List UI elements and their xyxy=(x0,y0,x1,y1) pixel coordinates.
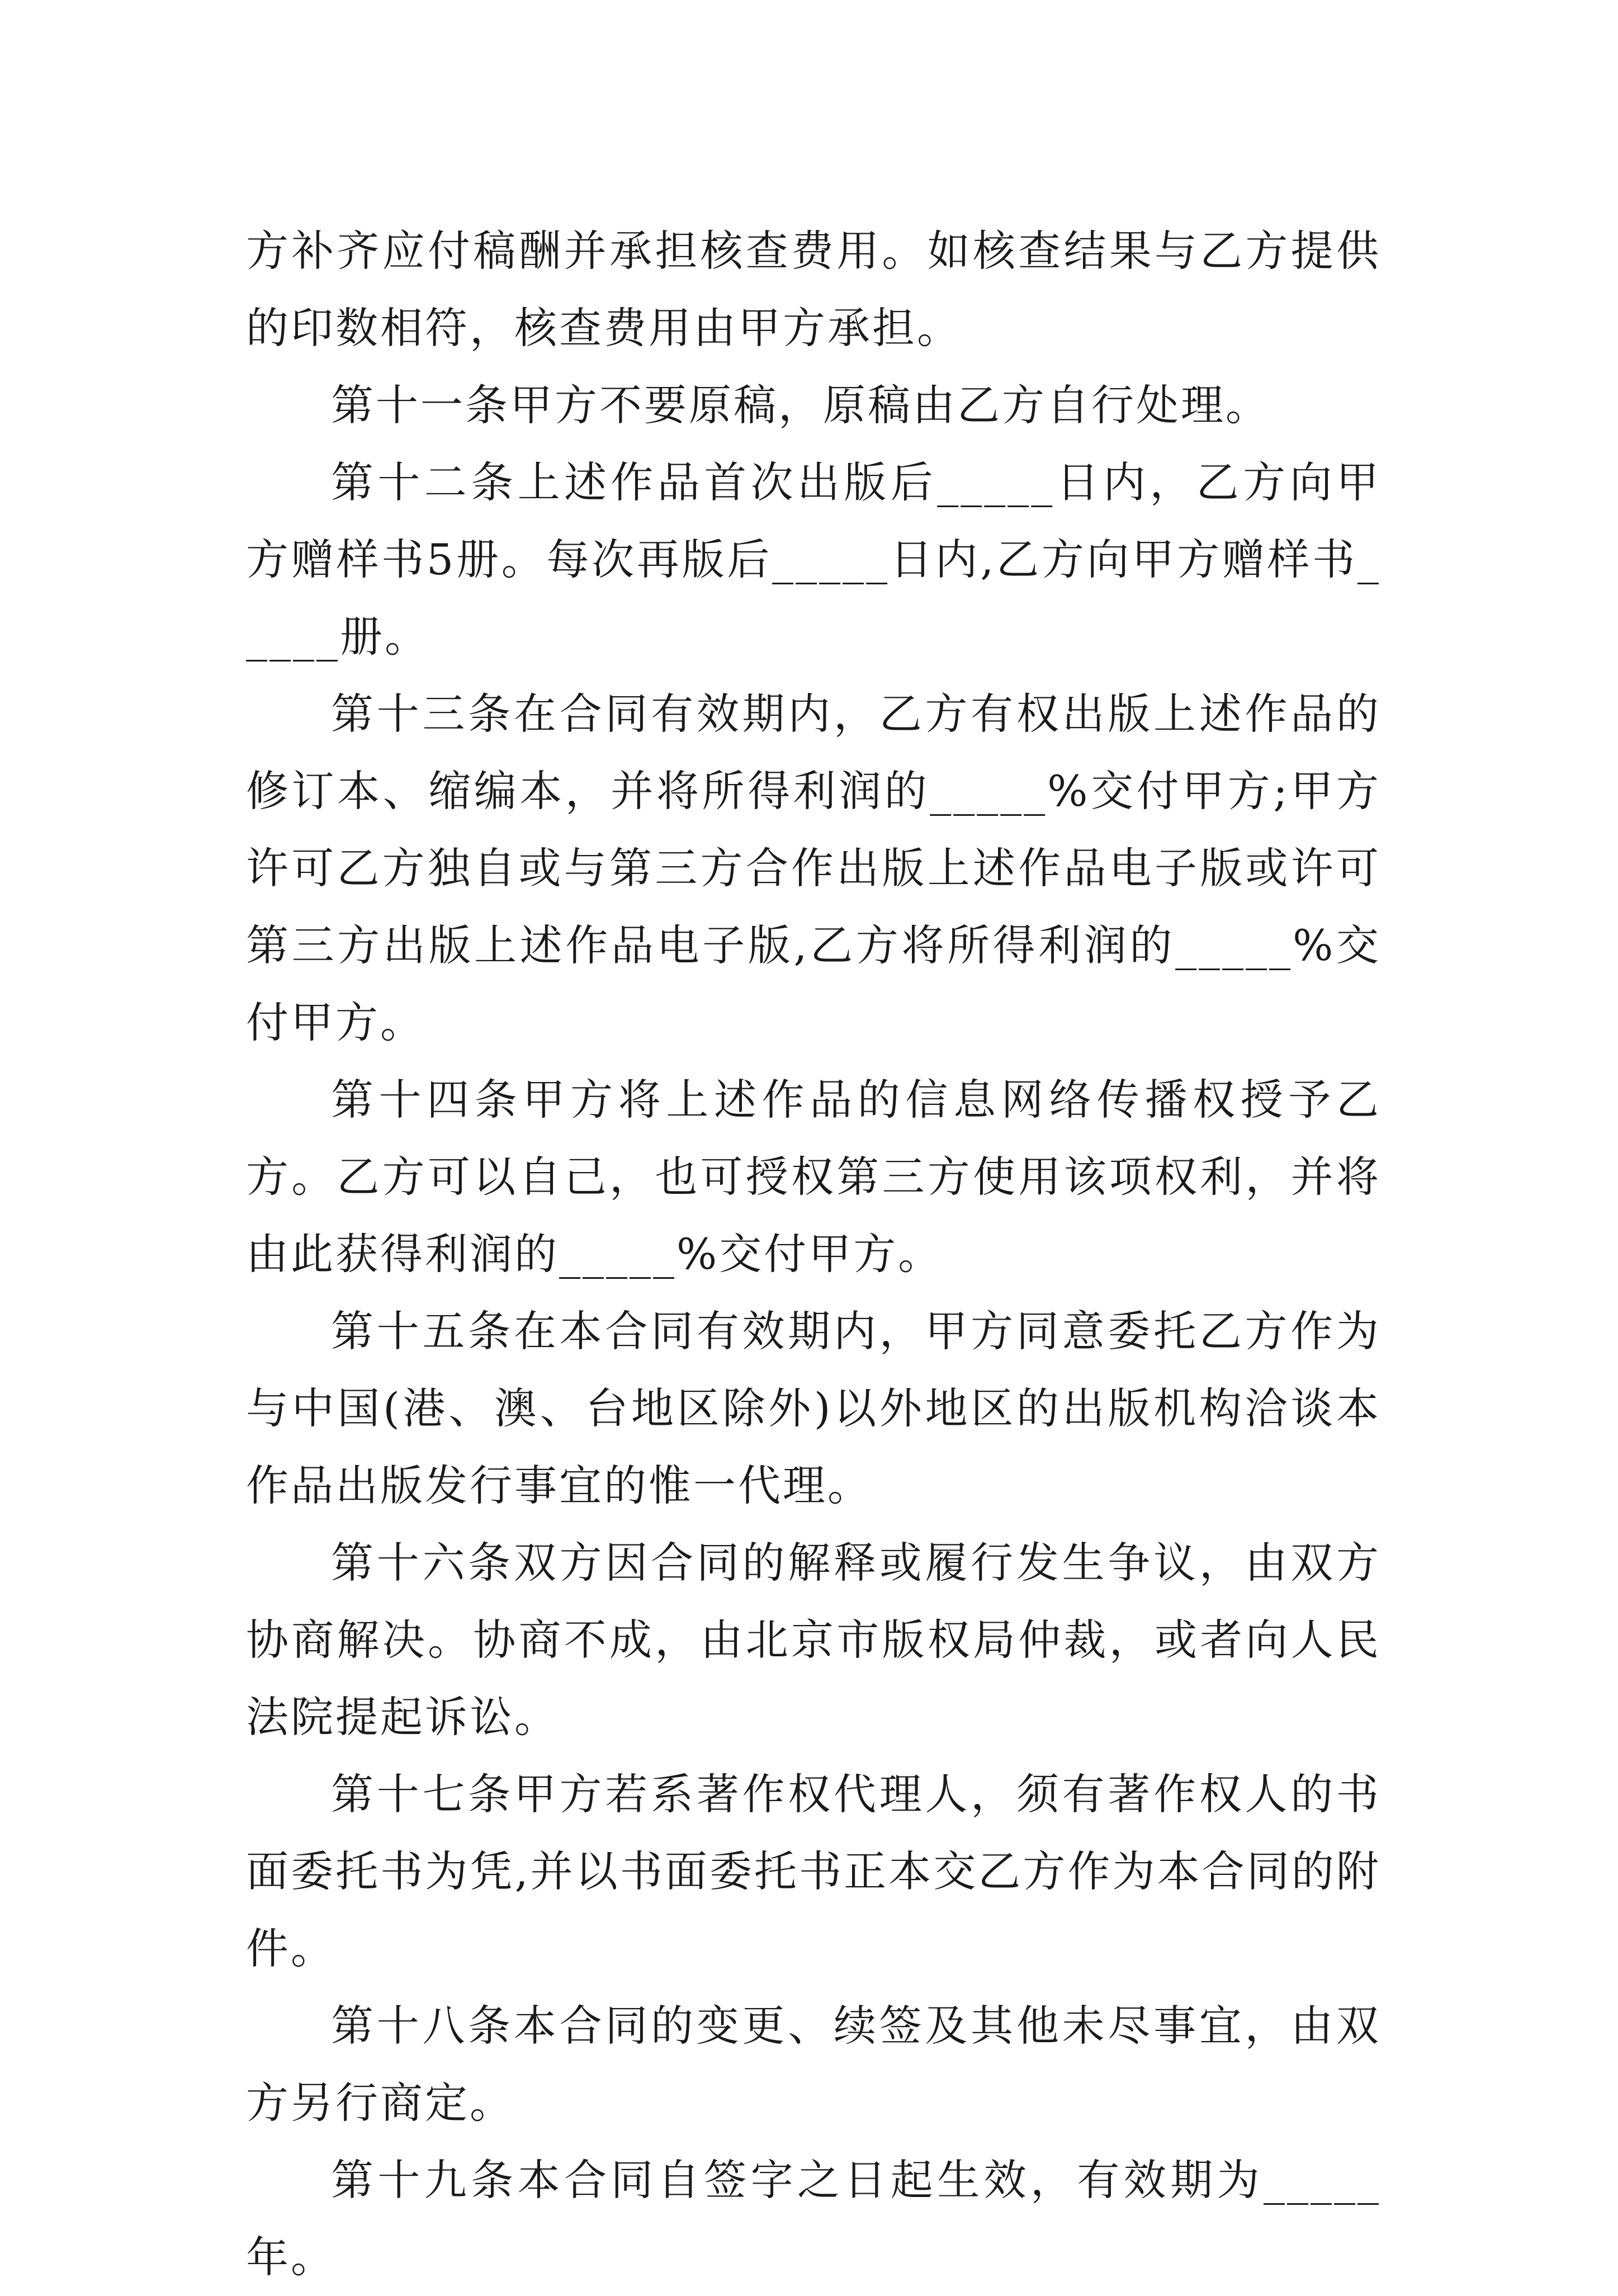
article-19: 第十九条本合同自签字之日起生效，有效期为_____年。 xyxy=(246,2155,1381,2282)
paragraph-continued: 方补齐应付稿酬并承担核查费用。如核查结果与乙方提供的印数相符，核查费用由甲方承担。 xyxy=(246,226,1381,353)
article-14: 第十四条甲方将上述作品的信息网络传播权授予乙方。乙方可以自己，也可授权第三方使用该项权利，并将由此获得利润的_____%交付甲方。 xyxy=(246,1075,1381,1279)
document-body xyxy=(246,212,1381,2296)
article-17: 第十七条甲方若系著作权代理人，须有著作权人的书面委托书为凭,并以书面委托书正本交乙方作为本合同的附件。 xyxy=(246,1769,1381,1973)
article-18: 第十八条本合同的变更、续签及其他未尽事宜，由双方另行商定。 xyxy=(246,2001,1381,2128)
article-15: 第十五条在本合同有效期内，甲方同意委托乙方作为与中国(港、澳、台地区除外)以外地区的出版机构洽谈本作品出版发行事宜的惟一代理。 xyxy=(246,1306,1381,1510)
article-13: 第十三条在合同有效期内，乙方有权出版上述作品的修订本、缩编本，并将所得利润的_____%交付甲方;甲方许可乙方独自或与第三方合作出版上述作品电子版或许可第三方出版上述作品电子版,乙方将所得利润的_____%交付甲方。 xyxy=(246,689,1381,1047)
article-11: 第十一条甲方不要原稿，原稿由乙方自行处理。 xyxy=(331,380,1270,430)
article-16: 第十六条双方因合同的解释或履行发生争议，由双方协商解决。协商不成，由北京市版权局仲裁，或者向人民法院提起诉讼。 xyxy=(246,1538,1381,1742)
article-12: 第十二条上述作品首次出版后_____日内，乙方向甲方赠样书5册。每次再版后_____日内,乙方向甲方赠样书_____册。 xyxy=(246,457,1381,662)
